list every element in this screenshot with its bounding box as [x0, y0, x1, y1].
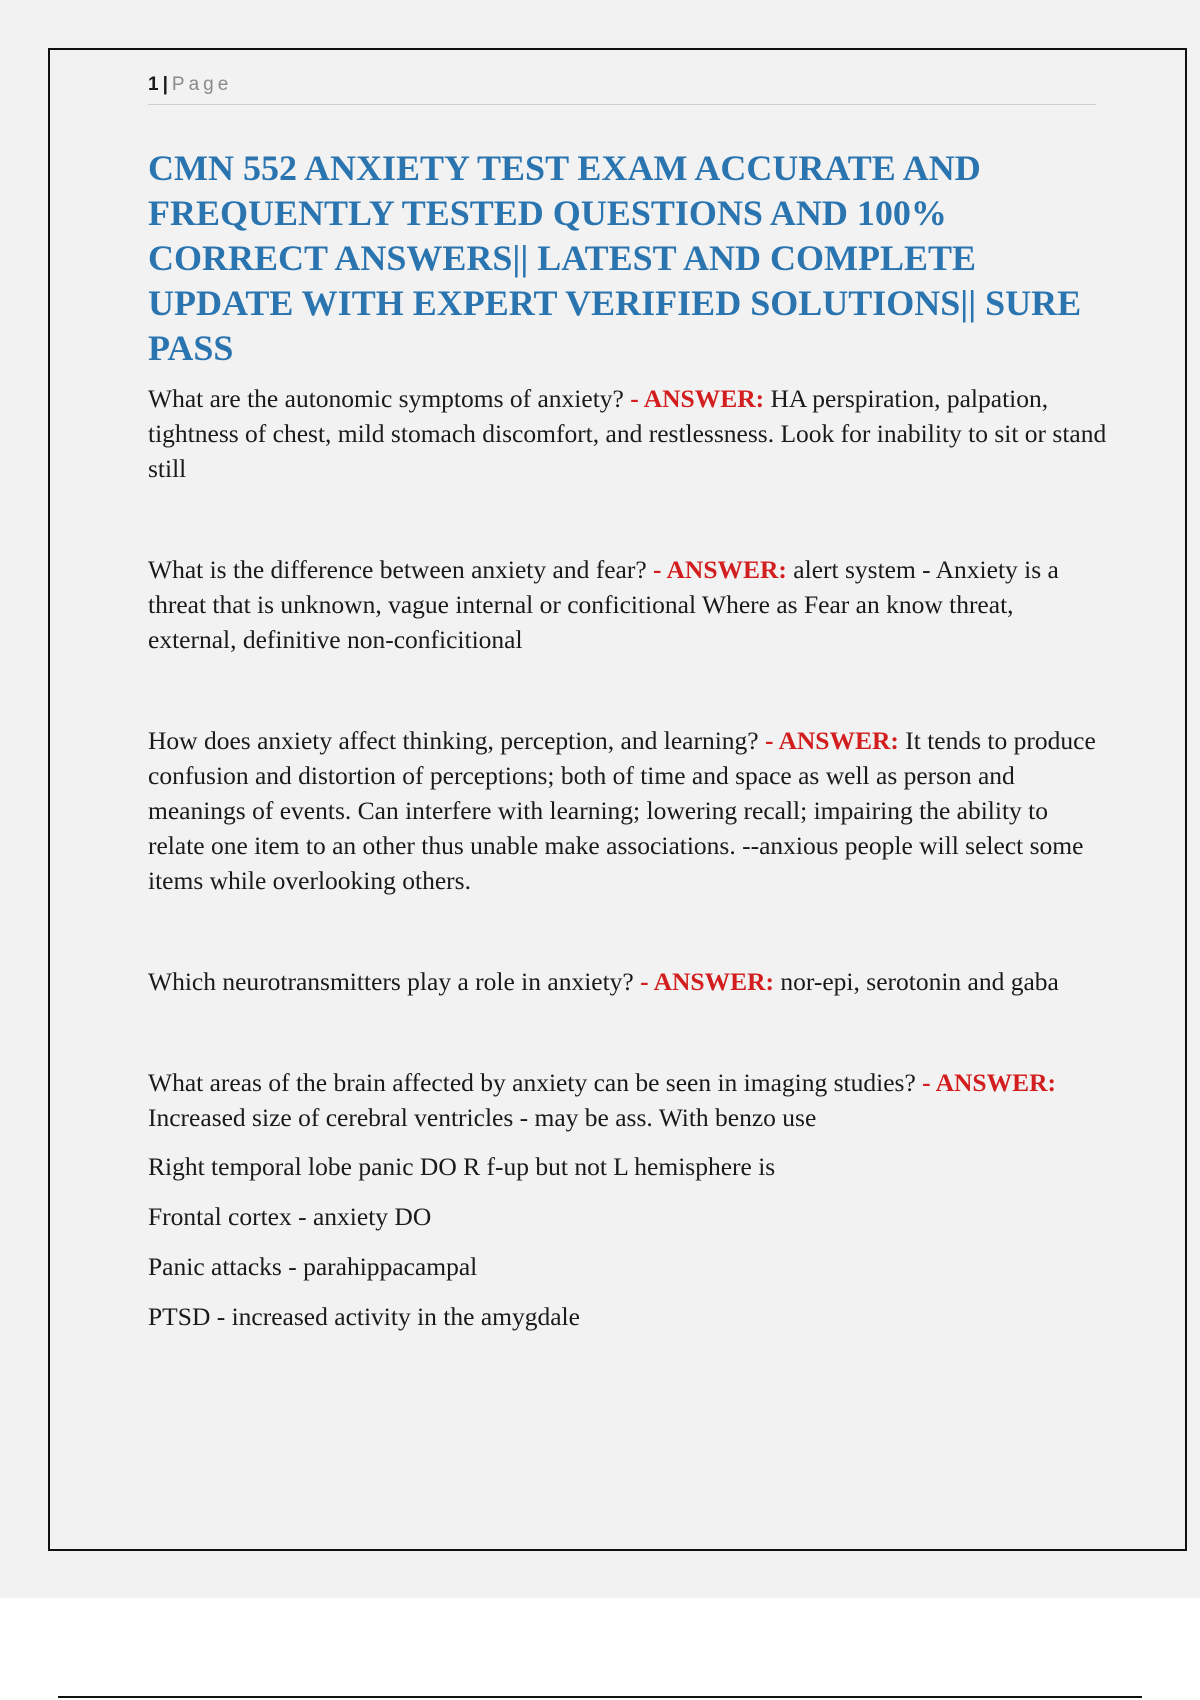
document-content	[148, 146, 1108, 1335]
question-text: Which neurotransmitters play a role in anxiety?	[148, 967, 634, 996]
brain-area-line-temporal-lobe: Right temporal lobe panic DO R f-up but not L hemisphere is	[148, 1152, 776, 1181]
brain-area-line-ptsd: PTSD - increased activity in the amygdale	[148, 1302, 580, 1331]
qa-item-thinking-perception	[148, 723, 1108, 898]
document-page	[48, 48, 1187, 1551]
answer-label: - ANSWER:	[653, 555, 787, 584]
answer-text: HA perspiration, palpation, tightness of chest, mild stomach discomfort, and restlessness. Look for inability to sit or stand still	[148, 384, 1107, 483]
qa-item-autonomic-symptoms	[148, 381, 1108, 486]
brain-area-line-panic-attacks: Panic attacks - parahippacampal	[148, 1252, 478, 1281]
qa-item-brain-imaging	[148, 1065, 1108, 1135]
answer-text: alert system - Anxiety is a threat that is unknown, vague internal or conficitional Where as Fear an know threat, external, definitive non-conficitional	[148, 555, 1059, 654]
answer-label: - ANSWER:	[765, 726, 899, 755]
question-text: What is the difference between anxiety and fear?	[148, 555, 647, 584]
document-title: CMN 552 ANXIETY TEST EXAM ACCURATE AND FREQUENTLY TESTED QUESTIONS AND 100% CORRECT ANSWERS|| LATEST AND COMPLETE UPDATE WITH EXPERT VERIFIED SOLUTIONS|| SURE PASS	[148, 148, 1082, 368]
next-page-top-border	[58, 1696, 1142, 1698]
answer-label: - ANSWER:	[630, 384, 765, 413]
page-label: Page	[171, 74, 233, 95]
question-text: What are the autonomic symptoms of anxiety?	[148, 384, 624, 413]
answer-text: It tends to produce confusion and distortion of perceptions; both of time and space as well as person and meanings of events. Can interfere with learning; lowering recall; impairing the ability to relate one item to an other thus unable make associations. --anxious people will select some items while overlooking others.	[148, 726, 1096, 895]
answer-text: nor-epi, serotonin and gaba	[780, 967, 1059, 996]
brain-area-line-frontal-cortex: Frontal cortex - anxiety DO	[148, 1202, 432, 1231]
answer-text: Increased size of cerebral ventricles - may be ass. With benzo use	[148, 1103, 817, 1132]
answer-label: - ANSWER:	[640, 967, 775, 996]
question-text: How does anxiety affect thinking, perception, and learning?	[148, 726, 759, 755]
page-number: 1	[148, 74, 159, 95]
answer-label: - ANSWER:	[922, 1068, 1057, 1097]
page-header	[148, 74, 1096, 105]
page-header-separator: |	[162, 74, 168, 95]
question-text: What areas of the brain affected by anxiety can be seen in imaging studies?	[148, 1068, 916, 1097]
qa-item-neurotransmitters	[148, 964, 1108, 999]
qa-item-anxiety-vs-fear	[148, 552, 1108, 657]
